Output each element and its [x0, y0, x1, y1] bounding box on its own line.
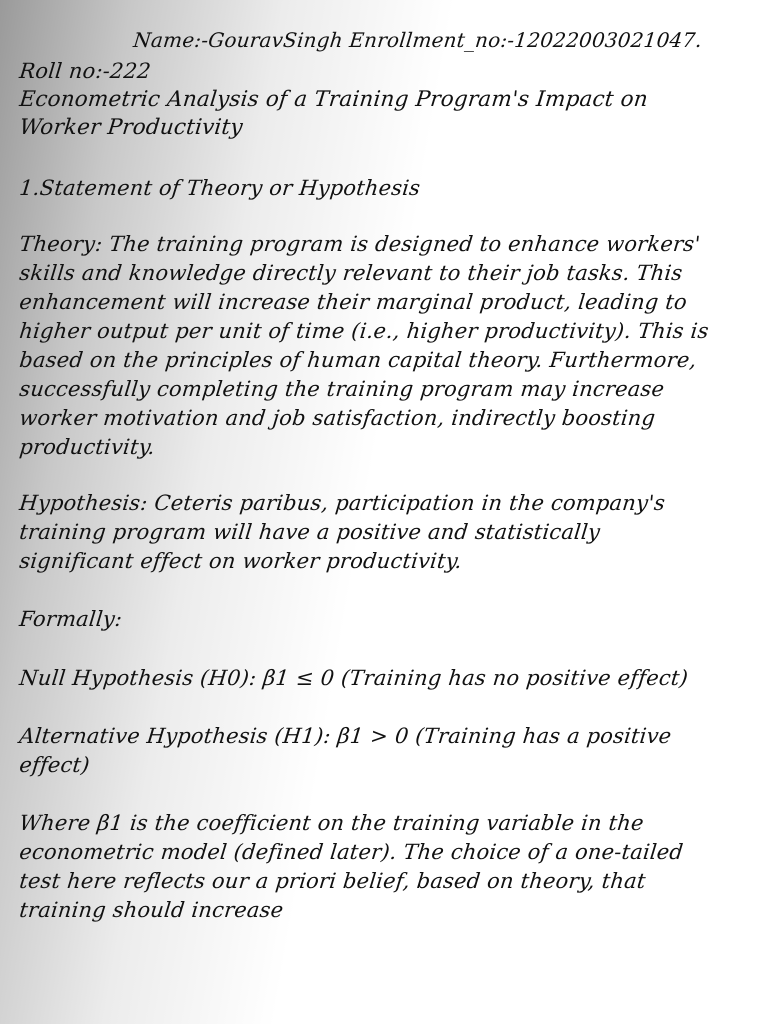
- theory-line: Theory: The training program is designed to enhance workers': [18, 232, 702, 256]
- roll-number: Roll no:-222: [18, 59, 153, 83]
- hypothesis-line: significant effect on worker productivity.: [18, 549, 464, 573]
- theory-line: successfully completing the training program may increase: [18, 377, 666, 401]
- null-hypothesis: Null Hypothesis (H0): β1 ≤ 0 (Training has no positive effect): [18, 666, 690, 690]
- theory-line: based on the principles of human capital theory. Furthermore,: [18, 348, 698, 372]
- hypothesis-line: training program will have a positive and statistically: [18, 520, 602, 544]
- where-line: econometric model (defined later). The choice of a one-tailed: [18, 840, 685, 864]
- alternative-hypothesis-line: effect): [18, 753, 91, 777]
- formally-label: Formally:: [18, 607, 124, 631]
- student-name-enrollment: Name:-GouravSingh Enrollment_no:-12022003021047.: [132, 28, 704, 52]
- where-line: Where β1 is the coefficient on the training variable in the: [18, 811, 646, 835]
- alternative-hypothesis-line: Alternative Hypothesis (H1): β1 > 0 (Training has a positive: [18, 724, 673, 748]
- theory-line: higher output per unit of time (i.e., higher productivity). This is: [18, 319, 710, 343]
- theory-line: worker motivation and job satisfaction, indirectly boosting: [18, 406, 657, 430]
- where-line: test here reflects our a priori belief, based on theory, that: [18, 869, 647, 893]
- document-title-line-2: Worker Productivity: [18, 115, 245, 140]
- hypothesis-line: Hypothesis: Ceteris paribus, participation in the company's: [18, 491, 667, 515]
- where-line: training should increase: [18, 898, 285, 922]
- theory-line: skills and knowledge directly relevant to their job tasks. This: [18, 261, 684, 285]
- theory-line: productivity.: [18, 435, 157, 459]
- theory-line: enhancement will increase their marginal product, leading to: [18, 290, 689, 314]
- document-title-line-1: Econometric Analysis of a Training Program's Impact on: [18, 87, 650, 112]
- section-heading: 1.Statement of Theory or Hypothesis: [18, 176, 422, 200]
